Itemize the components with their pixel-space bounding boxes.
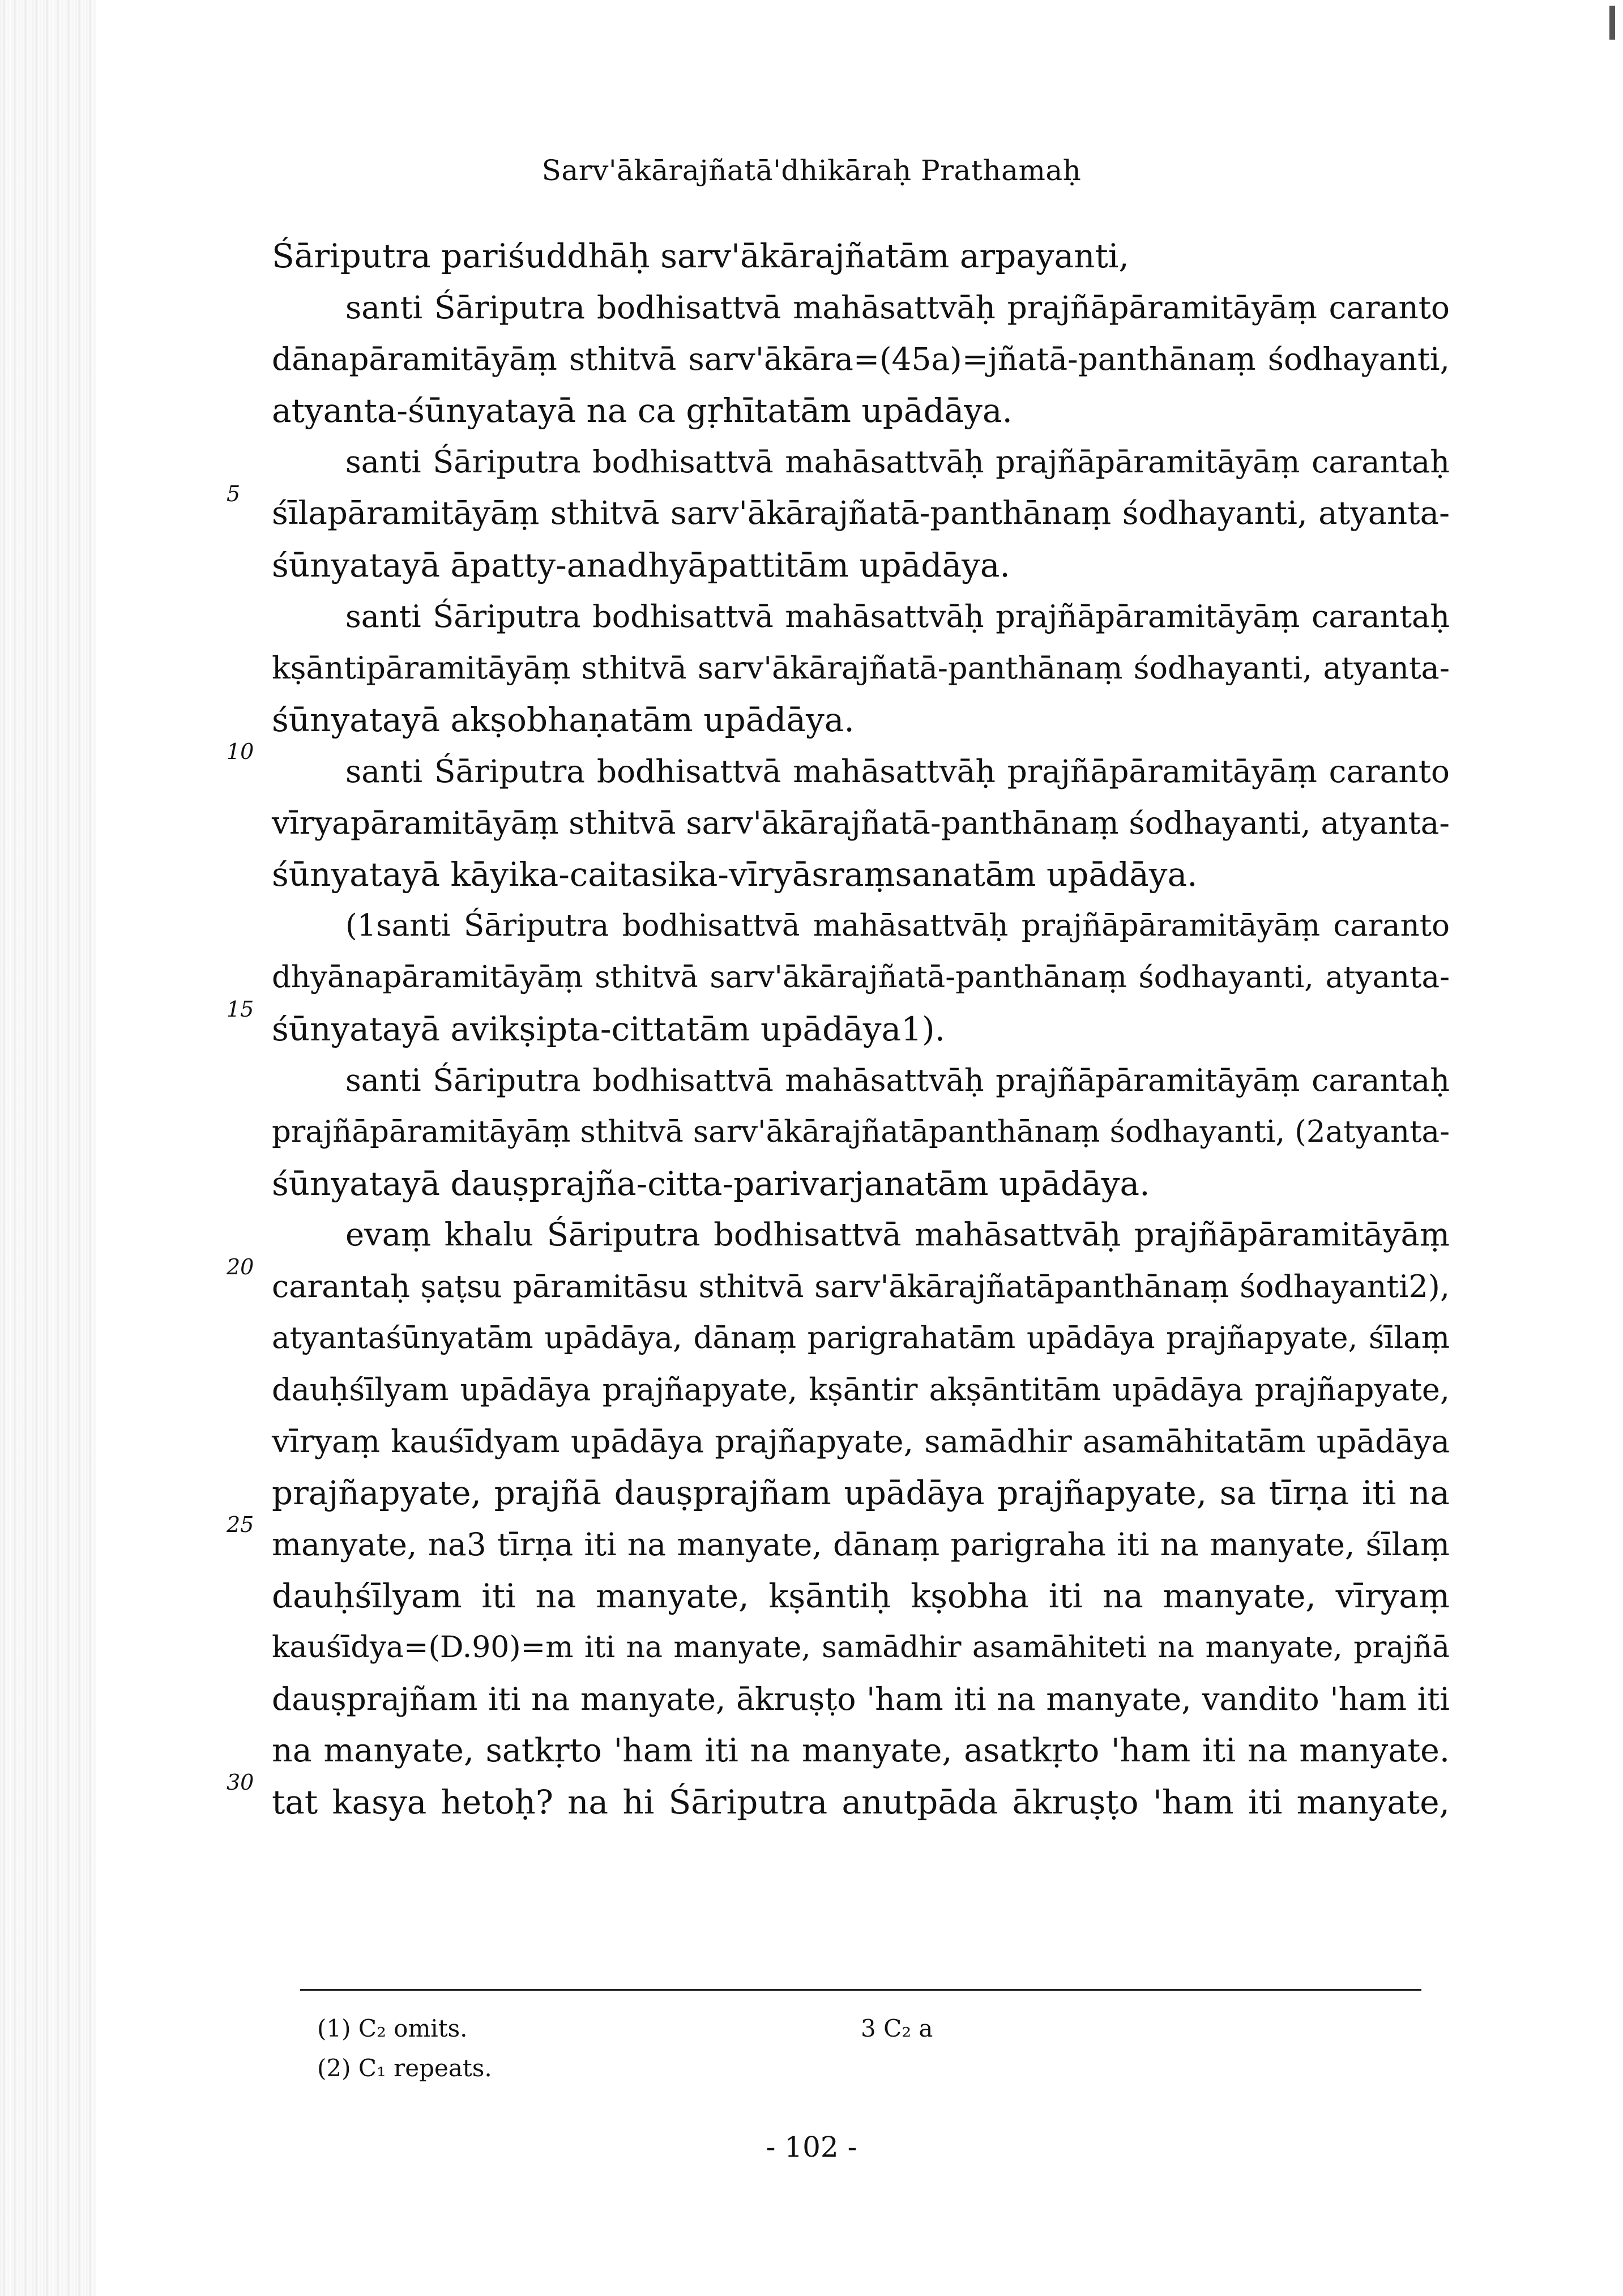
line-number: 30 [227, 1770, 254, 1795]
text-line: prajñāpāramitāyāṃ sthitvā sarv'ākārajñatāpanthānaṃ śodhayanti, (2atyanta- [272, 1115, 1450, 1149]
text-line: santi Śāriputra bodhisattvā mahāsattvāḥ prajñāpāramitāyāṃ carantaḥ [345, 1062, 1450, 1098]
text-line: prajñapyate, prajñā dauṣprajñam upādāya prajñapyate, sa tīrṇa iti na [272, 1474, 1450, 1512]
footnote-3: 3 C₂ a [861, 2015, 933, 2042]
text-line: śūnyatayā āpatty-anadhyāpattitām upādāya. [272, 546, 1010, 584]
text-line: atyanta-śūnyatayā na ca gṛhītatām upādāya. [272, 391, 1013, 430]
text-line: carantaḥ ṣaṭsu pāramitāsu sthitvā sarv'ākārajñatāpanthānaṃ śodhayanti2), [272, 1269, 1450, 1304]
text-line: evaṃ khalu Śāriputra bodhisattvā mahāsattvāḥ prajñāpāramitāyāṃ [345, 1217, 1450, 1253]
text-line: na manyate, satkṛto 'ham iti na manyate, asatkṛto 'ham iti na manyate. [272, 1732, 1450, 1769]
text-line: dānapāramitāyāṃ sthitvā sarv'ākāra=(45a)=jñatā-panthānaṃ śodhayanti, [272, 341, 1450, 377]
running-head: Sarv'ākārajñatā'dhikāraḥ Prathamaḥ [541, 154, 1082, 187]
line-number: 5 [227, 481, 241, 506]
footnote-rule [300, 1989, 1421, 1991]
text-line: dauṣprajñam iti na manyate, ākruṣṭo 'ham iti na manyate, vandito 'ham iti [272, 1681, 1450, 1717]
line-number: 20 [227, 1254, 254, 1279]
text-line: śūnyatayā dauṣprajña-citta-parivarjanatām upādāya. [272, 1164, 1150, 1203]
text-line: kauśīdya=(D.90)=m iti na manyate, samādhir asamāhiteti na manyate, prajñā [272, 1631, 1450, 1665]
text-line: santi Śāriputra bodhisattvā mahāsattvāḥ prajñāpāramitāyāṃ caranto [345, 753, 1450, 789]
text-line: śūnyatayā akṣobhaṇatām upādāya. [272, 701, 855, 739]
text-line: vīryaṃ kauśīdyam upādāya prajñapyate, samādhir asamāhitatām upādāya [272, 1423, 1450, 1459]
line-number: 10 [227, 739, 254, 764]
line-number: 25 [227, 1512, 254, 1537]
text-line: śīlapāramitāyāṃ sthitvā sarv'ākārajñatā-panthānaṃ śodhayanti, atyanta- [272, 495, 1450, 532]
footnote-2: (2) C₁ repeats. [317, 2054, 492, 2082]
text-line: Śāriputra pariśuddhāḥ sarv'ākārajñatām arpayanti, [272, 237, 1129, 275]
text-line: manyate, na3 tīrṇa iti na manyate, dānaṃ parigraha iti na manyate, śīlaṃ [272, 1526, 1450, 1563]
line-number: 15 [227, 997, 254, 1022]
text-line: dauḥśīlyam upādāya prajñapyate, kṣāntir akṣāntitām upādāya prajñapyate, [272, 1372, 1450, 1407]
binding-edge [0, 0, 96, 2296]
text-line: tat kasya hetoḥ? na hi Śāriputra anutpāda ākruṣṭo 'ham iti manyate, [272, 1783, 1450, 1821]
text-line: kṣāntipāramitāyāṃ sthitvā sarv'ākārajñatā-panthānaṃ śodhayanti, atyanta- [272, 650, 1450, 686]
footnote-1: (1) C₂ omits. [317, 2015, 468, 2042]
text-line: dhyānapāramitāyāṃ sthitvā sarv'ākārajñatā-panthānaṃ śodhayanti, atyanta- [272, 960, 1450, 995]
text-line: atyantaśūnyatām upādāya, dānaṃ parigrahatām upādāya prajñapyate, śīlaṃ [272, 1321, 1450, 1355]
text-line: dauḥśīlyam iti na manyate, kṣāntiḥ kṣobha iti na manyate, vīryaṃ [272, 1577, 1450, 1615]
text-line: vīryapāramitāyāṃ sthitvā sarv'ākārajñatā-panthānaṃ śodhayanti, atyanta- [272, 805, 1450, 841]
page-number: - 102 - [766, 2131, 857, 2163]
text-line: santi Śāriputra bodhisattvā mahāsattvāḥ prajñāpāramitāyāṃ carantaḥ [345, 599, 1450, 634]
text-line: santi Śāriputra bodhisattvā mahāsattvāḥ prajñāpāramitāyāṃ carantaḥ [345, 444, 1450, 480]
scan-mark [1609, 6, 1615, 40]
text-line: (1santi Śāriputra bodhisattvā mahāsattvāḥ prajñāpāramitāyāṃ caranto [345, 908, 1450, 943]
text-line: santi Śāriputra bodhisattvā mahāsattvāḥ prajñāpāramitāyāṃ caranto [345, 289, 1450, 326]
text-line: śūnyatayā avikṣipta-cittatām upādāya1). [272, 1010, 946, 1048]
text-line: śūnyatayā kāyika-caitasika-vīryāsraṃsanatām upādāya. [272, 855, 1198, 894]
